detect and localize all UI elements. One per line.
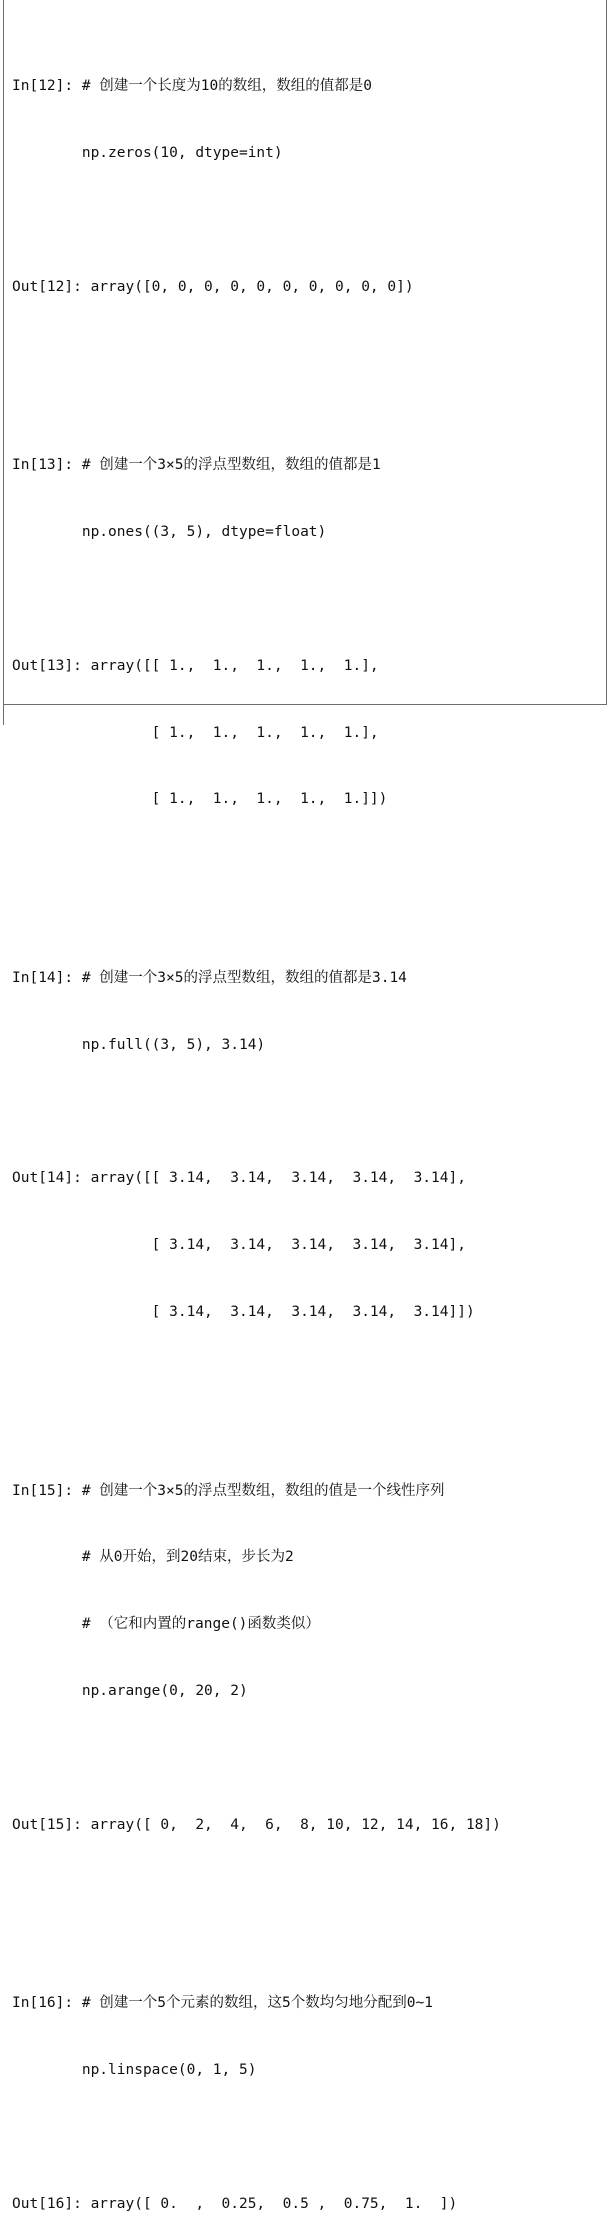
spacer [12,1747,501,1769]
spacer [12,1101,501,1123]
input-line: In[15]: # 创建一个3×5的浮点型数组，数组的值是一个线性序列 [12,1482,445,1499]
output-line: Out[15]: array([ 0, 2, 4, 6, 8, 10, 12, 14, 16, 18]) [12,1817,501,1834]
input-line: np.full((3, 5), 3.14) [12,1036,266,1053]
input-line: In[12]: # 创建一个长度为10的数组，数组的值都是0 [12,77,372,94]
output-line: Out[16]: array([ 0. , 0.25, 0.5 , 0.75, 1. ]) [12,2196,458,2213]
input-line: In[16]: # 创建一个5个元素的数组，这5个数均匀地分配到0~1 [12,1995,433,2012]
input-line: np.linspace(0, 1, 5) [12,2062,257,2079]
spacer [12,588,501,610]
output-line: [ 1., 1., 1., 1., 1.]]) [12,791,388,808]
input-line: # 从0开始，到20结束，步长为2 [12,1549,294,1566]
output-line: [ 3.14, 3.14, 3.14, 3.14, 3.14]]) [12,1304,475,1321]
input-line: np.ones((3, 5), dtype=float) [12,523,327,540]
spacer [12,1368,501,1390]
output-line: [ 1., 1., 1., 1., 1.], [12,724,379,741]
output-line: [ 3.14, 3.14, 3.14, 3.14, 3.14], [12,1237,466,1254]
input-line: np.zeros(10, dtype=int) [12,144,283,161]
frame-edge-tick [3,705,4,725]
spacer [12,1881,501,1903]
input-line: np.arange(0, 20, 2) [12,1683,248,1700]
output-line: Out[12]: array([0, 0, 0, 0, 0, 0, 0, 0, 0, 0]) [12,278,414,295]
spacer [12,342,501,364]
input-line: In[13]: # 创建一个3×5的浮点型数组，数组的值都是1 [12,456,381,473]
input-line: # （它和内置的range()函数类似） [12,1616,320,1633]
output-line: Out[14]: array([[ 3.14, 3.14, 3.14, 3.14, 3.14], [12,1170,466,1187]
spacer [12,2126,501,2148]
spacer [12,855,501,877]
spacer [12,209,501,231]
code-listing [12,8,501,2238]
input-line: In[14]: # 创建一个3×5的浮点型数组，数组的值都是3.14 [12,969,407,986]
output-line: Out[13]: array([[ 1., 1., 1., 1., 1.], [12,657,379,674]
